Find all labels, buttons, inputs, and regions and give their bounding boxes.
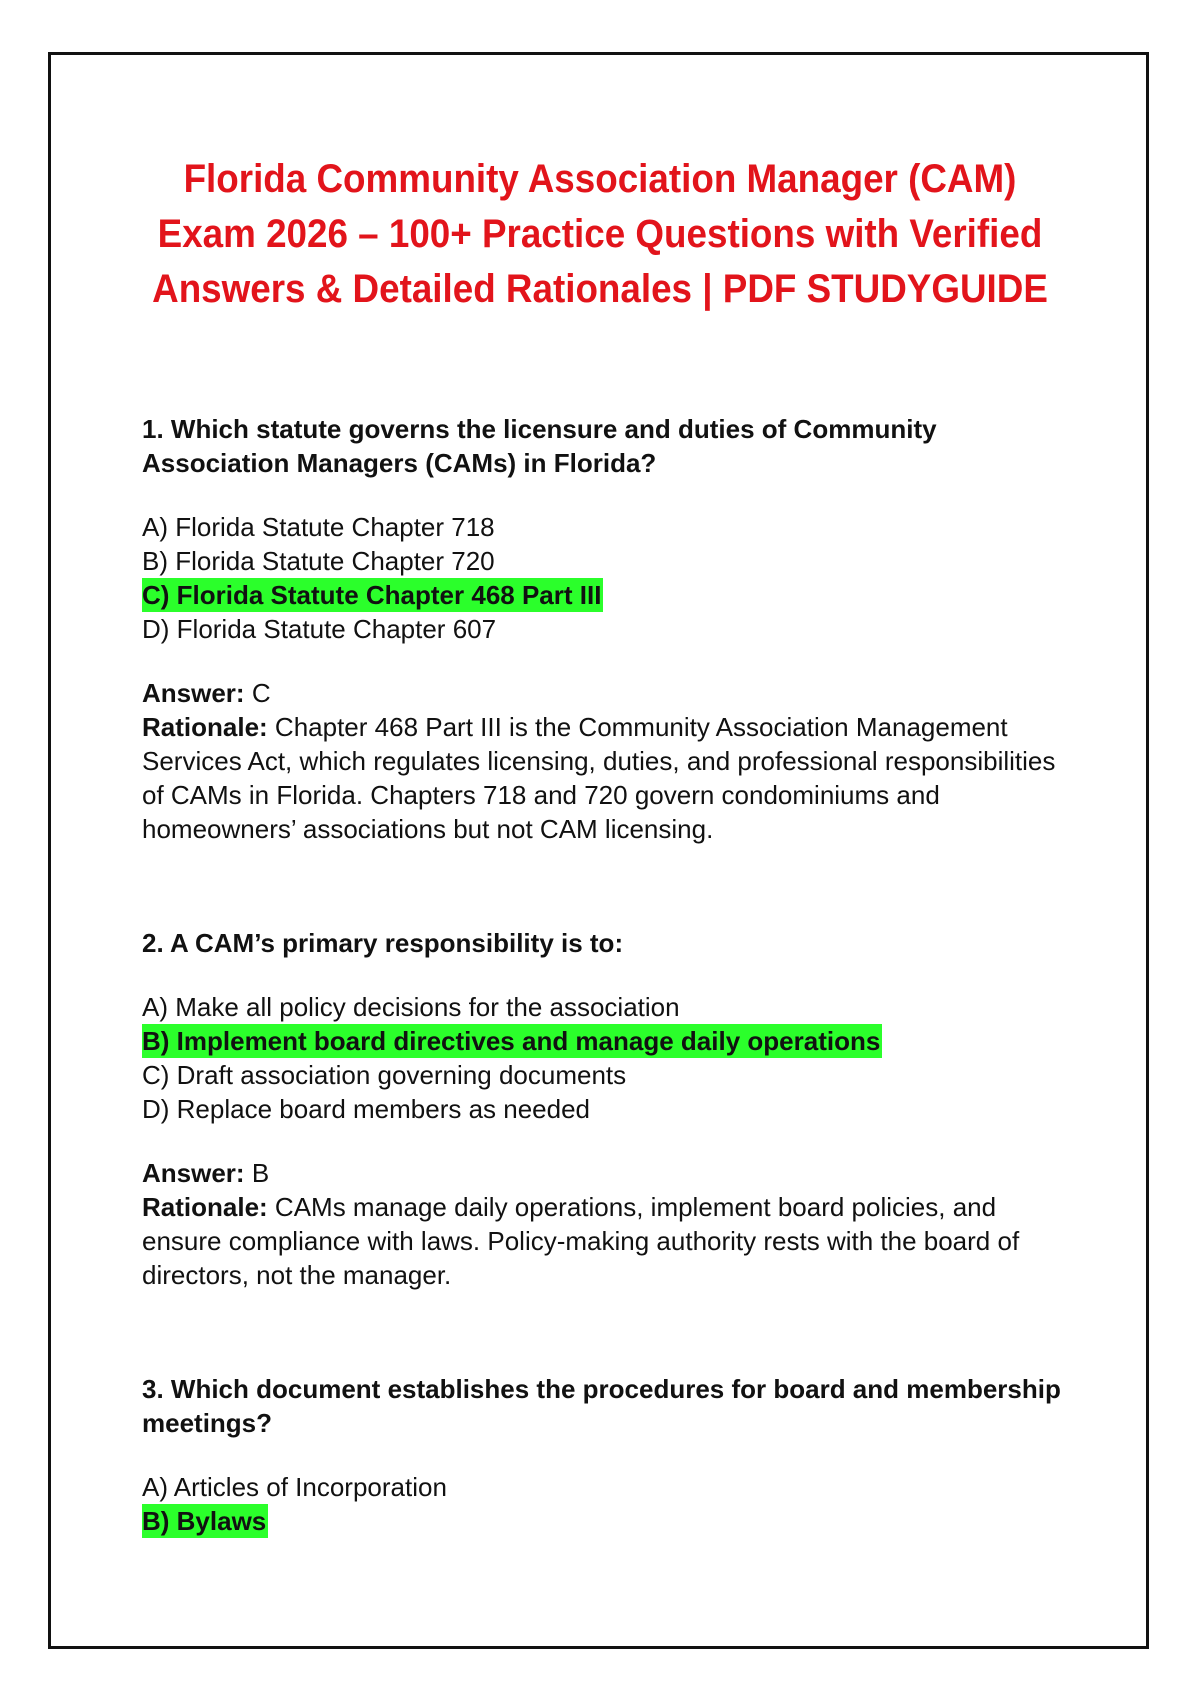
- question-2-options: [142, 990, 1072, 1126]
- question-2-option-b-correct: B) Implement board directives and manage daily operations: [142, 1026, 881, 1056]
- question-block-3: [142, 1372, 1072, 1538]
- question-1-option-d: D) Florida Statute Chapter 607: [142, 614, 497, 644]
- rationale-label: Rationale:: [142, 1192, 268, 1222]
- question-1-options: [142, 510, 1072, 646]
- question-2-option-d: D) Replace board members as needed: [142, 1094, 591, 1124]
- question-2-answer-value: B: [251, 1158, 270, 1188]
- question-1-option-c-correct: C) Florida Statute Chapter 468 Part III: [142, 580, 602, 610]
- question-2-answer: [142, 1156, 1072, 1190]
- question-2-text: 2. A CAM’s primary responsibility is to:: [142, 928, 624, 958]
- question-3-options: [142, 1470, 1072, 1538]
- question-2-option-a: A) Make all policy decisions for the association: [142, 992, 680, 1022]
- question-2-rationale: [142, 1190, 1072, 1292]
- question-1-option-b: B) Florida Statute Chapter 720: [142, 546, 495, 576]
- question-block-2: [142, 926, 1072, 1292]
- answer-label: Answer:: [142, 1158, 245, 1188]
- question-1-text: 1. Which statute governs the licensure and duties of Community Association Managers (CAMs) in Florida?: [142, 414, 937, 478]
- question-3-option-b-correct: B) Bylaws: [142, 1506, 267, 1536]
- question-2-rationale-text: CAMs manage daily operations, implement board policies, and ensure compliance with laws. Policy-making authority rests with the board of directors, not the manager.: [142, 1192, 1020, 1290]
- question-1-answer-value: C: [251, 678, 271, 708]
- question-1-answer: [142, 676, 1072, 710]
- question-block-1: [142, 412, 1072, 846]
- question-1-option-a: A) Florida Statute Chapter 718: [142, 512, 495, 542]
- question-2-option-c: C) Draft association governing documents: [142, 1060, 627, 1090]
- question-1-rationale-text: Chapter 468 Part III is the Community Association Management Services Act, which regulates licensing, duties, and professional responsibilities of CAMs in Florida. Chapters 718 and 720 govern condominiums and homeowners’ associations but not CAM licensing.: [142, 712, 1056, 844]
- question-3-text: 3. Which document establishes the procedures for board and membership meetings?: [142, 1374, 1061, 1438]
- question-1-rationale: [142, 710, 1072, 846]
- document-title: Florida Community Association Manager (CAM) Exam 2026 – 100+ Practice Questions with Verified Answers & Detailed Rationales | PDF STUDYGUIDE: [152, 157, 1048, 311]
- question-3-option-a: A) Articles of Incorporation: [142, 1472, 447, 1502]
- document-body: [142, 412, 1072, 1568]
- rationale-label: Rationale:: [142, 712, 268, 742]
- answer-label: Answer:: [142, 678, 245, 708]
